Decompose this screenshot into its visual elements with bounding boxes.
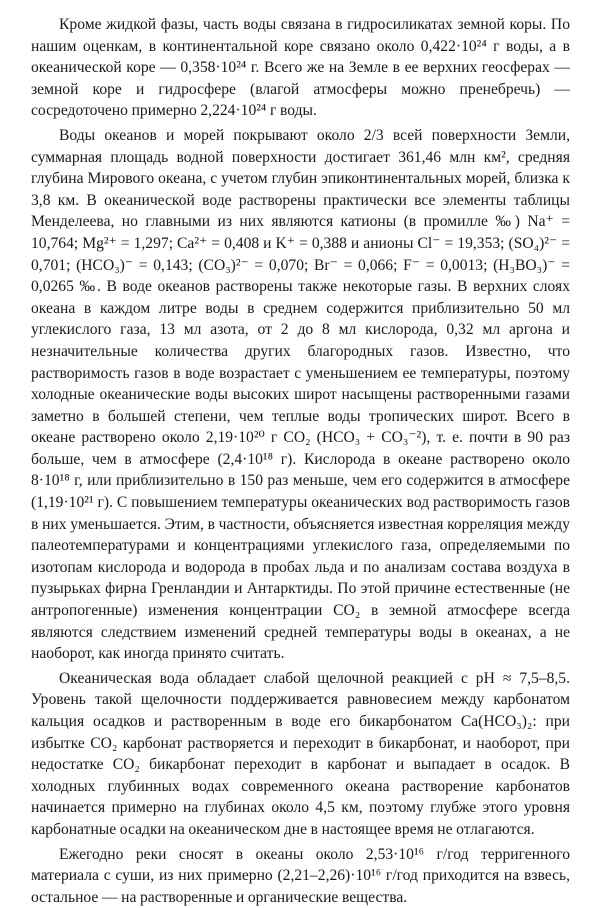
paragraph-ocean-alkalinity: Океаническая вода обладает слабой щелочной реакцией с pH ≈ 7,5–8,5. Уровень такой щелочности поддерживается равновесием между карбонатом кальция осадков и растворенным в воде его бикарбонатом Ca(HCO₃)₂: при избытке CO₂ карбонат растворяется и переходит в бикарбонат, и наоборот, при недостатке CO₂ бикарбонат переходит в карбонат и выпадает в осадок. В холодных глубинных водах современного океана растворение карбонатов начинается примерно на глубинах около 4,5 км, поэтому глубже этого уровня карбонатные осадки на океаническом дне в настоящее время не отлагаются. bbox=[31, 669, 570, 838]
paragraph-crust-water: Кроме жидкой фазы, часть воды связана в гидросиликатах земной коры. По нашим оценкам, в континентальной коре связано около 0,422·10²⁴ г воды, а в океанической коре — 0,358·10²⁴ г. Всего же на Земле в ее верхних геосферах — земной коре и гидросфере (влагой атмосферы можно пренебречь) — сосредоточено примерно 2,224·10²⁴ г воды. bbox=[31, 16, 570, 120]
paragraph-ocean-composition: Воды океанов и морей покрывают около 2/3 всей поверхности Земли, суммарная площадь водной поверхности достигает 361,46 млн км², средняя глубина Мирового океана, с учетом глубин эпиконтинентальных морей, близка к 3,8 км. В океанической воде растворены практически все элементы таблицы Менделеева, но главными из них являются катионы (в промилле ‰) Na⁺ = 10,764; Mg²⁺ = 1,297; Ca²⁺ = 0,408 и K⁺ = 0,388 и анионы Cl⁻ = 19,353; (SO₄)²⁻ = 0,701; (HCO₃)⁻ = 0,143; (CO₃)²⁻ = 0,070; Br⁻ = 0,066; F⁻ = 0,0013; (H₃BO₃)⁻ = 0,0265 ‰. В воде океанов растворены также некоторые газы. В верхних слоях океана в каждом литре воды в среднем содержится приблизительно 50 мл углекислого газа, 13 мл азота, от 2 до 8 мл кислорода, 0,32 мл аргона и незначительные количества других благородных газов. Известно, что растворимость газов в воде возрастает с уменьшением ее температуры, поэтому холодные океанические воды высоких широт насыщены растворенными газами заметно в большей степени, чем теплые воды тропических широт. Всего в океане растворено около 2,19·10²⁰ г CO₂ (HCO₃ + CO₃⁻²), т. е. почти в 90 раз больше, чем в атмосфере (2,4·10¹⁸ г). Кислорода в океане растворено около 8·10¹⁸ г, или приблизительно в 150 раз меньше, чем его содержится в атмосфере (1,19·10²¹ г). С повышением температуры океанических вод растворимость газов в них уменьшается. Этим, в частности, объясняется известная корреляция между палеотемпературами и концентрациями углекислого газа, определяемыми по изотопам кислорода и водорода в пробах льда и по анализам состава воздуха в пузырьках фирна Гренландии и Антарктиды. По этой причине естественные (не антропогенные) изменения концентрации CO₂ в земной атмосфере всегда являются следствием изменений средней температуры воды в океанах, а не наоборот, как иногда принято считать. bbox=[31, 126, 570, 663]
paragraph-river-runoff: Ежегодно реки сносят в океаны около 2,53·10¹⁶ г/год терригенного материала с суши, из них примерно (2,21–2,26)·10¹⁶ г/год приходится на взвесь, остальное — на растворенные и органические вещества. bbox=[31, 845, 570, 906]
